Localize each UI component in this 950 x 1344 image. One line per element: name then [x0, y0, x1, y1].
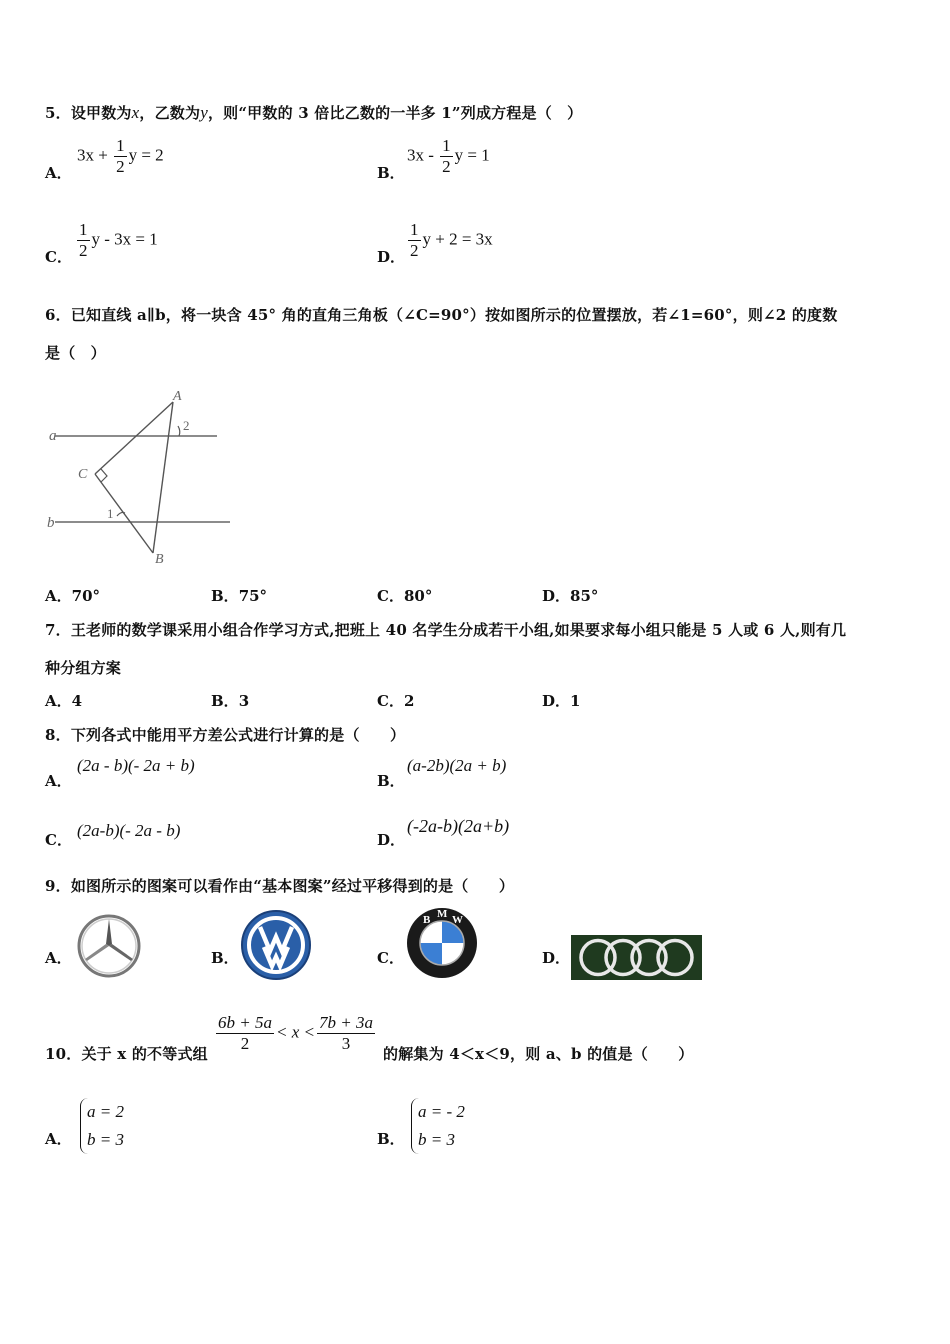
q10-b-line2: b = 3	[418, 1130, 455, 1149]
q7-d-value: 1	[570, 692, 581, 710]
right-angle-mark	[101, 469, 107, 482]
q6-option-d[interactable]	[542, 585, 598, 606]
question-6-stem-line1: 6．已知直线 a∥b，将一块含 45° 角的直角三角板（∠C=90°）按如图所示的位置摆放，若∠1=60°，则∠2 的度数	[45, 306, 838, 324]
q6-c-value: 80°	[403, 587, 433, 605]
angle-2-arc	[178, 426, 180, 436]
q8-option-b-label[interactable]: B．	[377, 772, 405, 790]
q5-mid-text: ，乙数为	[139, 104, 201, 122]
q6-option-c[interactable]	[377, 585, 432, 606]
q7-option-b[interactable]	[211, 690, 249, 711]
label-vertex-c: C	[78, 467, 88, 482]
q10-inequality	[214, 1013, 377, 1054]
q5-c-num: 1	[79, 220, 88, 239]
q6-d-label: D．	[542, 587, 571, 605]
q9-option-d-label[interactable]: D．	[542, 949, 571, 967]
label-b: b	[47, 515, 55, 531]
q10-left-num: 6b + 5a	[216, 1013, 274, 1034]
question-7-stem-line2: 种分组方案	[45, 659, 122, 677]
mercedes-logo-icon	[76, 913, 142, 979]
label-vertex-b: B	[155, 552, 164, 567]
q6-d-value: 85°	[570, 587, 599, 605]
q5-b-post: y = 1	[454, 145, 490, 165]
q6-b-label: B．	[211, 587, 239, 605]
q7-option-c[interactable]	[377, 690, 414, 711]
q8-option-c-expr: (2a-b)(- 2a - b)	[77, 821, 181, 840]
q10-right-den: 3	[341, 1034, 351, 1053]
q7-d-label: D．	[542, 692, 571, 710]
label-vertex-a: A	[173, 389, 182, 404]
bmw-letter-b: B	[423, 914, 431, 926]
q6-option-b[interactable]	[211, 585, 267, 606]
q5-a-num: 1	[116, 136, 125, 155]
q8-option-a-expr: (2a - b)(- 2a + b)	[77, 756, 195, 775]
q6-a-label: A．	[45, 587, 72, 605]
q5-b-num: 1	[442, 136, 451, 155]
q10-option-a-label[interactable]: A．	[45, 1130, 72, 1148]
triangle-side-ab	[153, 402, 173, 553]
q7-b-value: 3	[238, 692, 250, 710]
triangle-side-ac	[95, 402, 173, 474]
q5-stem-text: 5．设甲数为	[45, 104, 132, 122]
q7-option-d[interactable]	[542, 690, 580, 711]
q5-a-den: 2	[116, 157, 125, 176]
label-angle-2: 2	[183, 418, 190, 433]
q7-b-label: B．	[211, 692, 239, 710]
audi-logo-icon	[571, 935, 702, 980]
q5-tail-text: ，则“甲数的 3 倍比乙数的一半多 1”列成方程是（ ）	[207, 104, 583, 122]
q7-c-value: 2	[403, 692, 415, 710]
question-5-stem	[45, 102, 582, 123]
q10-option-a-system	[80, 1098, 124, 1154]
q10-b-line1: a = - 2	[418, 1102, 465, 1121]
q5-option-b-equation	[407, 136, 490, 177]
bmw-letter-m: M	[437, 908, 448, 920]
q8-option-a-label[interactable]: A．	[45, 772, 72, 790]
q10-a-line2: b = 3	[87, 1130, 124, 1149]
q5-option-d-label[interactable]: D．	[377, 248, 406, 266]
q10-right-num: 7b + 3a	[317, 1013, 375, 1034]
question-6-stem-line2: 是（ ）	[45, 344, 106, 362]
question-10-post: 的解集为 4＜x＜9，则 a、b 的值是（ ）	[383, 1045, 694, 1063]
q9-option-c-label[interactable]: C．	[377, 949, 404, 967]
q5-c-post: y - 3x = 1	[91, 229, 158, 249]
q5-option-c-label[interactable]: C．	[45, 248, 72, 266]
q7-c-label: C．	[377, 692, 404, 710]
question-9-stem: 9．如图所示的图案可以看作由“基本图案”经过平移得到的是（ ）	[45, 877, 515, 895]
q5-c-den: 2	[79, 241, 88, 260]
q5-option-c-equation	[75, 220, 158, 261]
q8-option-c-label[interactable]: C．	[45, 831, 72, 849]
q5-option-a-equation	[77, 136, 164, 177]
q10-a-line1: a = 2	[87, 1102, 124, 1121]
q5-option-b-label[interactable]: B．	[377, 164, 405, 182]
question-10-pre: 10．关于 x 的不等式组	[45, 1045, 208, 1063]
q5-var-x: x	[131, 103, 140, 122]
q8-option-d-label[interactable]: D．	[377, 831, 406, 849]
question-8-stem: 8．下列各式中能用平方差公式进行计算的是（ ）	[45, 726, 406, 744]
q5-option-a-label[interactable]: A．	[45, 164, 72, 182]
q6-a-value: 70°	[71, 587, 101, 605]
volkswagen-logo-icon	[240, 909, 312, 981]
q6-b-value: 75°	[238, 587, 268, 605]
q7-a-label: A．	[45, 692, 72, 710]
q5-b-pre: 3x -	[407, 145, 439, 165]
q5-option-d-equation	[406, 220, 493, 261]
q5-d-den: 2	[410, 241, 419, 260]
q5-b-den: 2	[442, 157, 451, 176]
q6-c-label: C．	[377, 587, 404, 605]
q5-a-pre: 3x +	[77, 145, 113, 165]
q7-option-a[interactable]	[45, 690, 82, 711]
q6-geometry-figure	[45, 385, 245, 570]
q8-option-b-expr: (a-2b)(2a + b)	[407, 756, 507, 775]
q5-var-y: y	[200, 103, 208, 122]
q10-option-b-label[interactable]: B．	[377, 1130, 405, 1148]
q6-option-a[interactable]	[45, 585, 100, 606]
q9-option-b-label[interactable]: B．	[211, 949, 239, 967]
q7-a-value: 4	[71, 692, 83, 710]
q5-d-num: 1	[410, 220, 419, 239]
q9-option-a-label[interactable]: A．	[45, 949, 72, 967]
q10-left-den: 2	[240, 1034, 250, 1053]
triangle-side-cb	[95, 474, 153, 553]
q5-a-post: y = 2	[128, 145, 164, 165]
q10-middle: < x <	[276, 1022, 315, 1042]
bmw-logo-icon	[405, 906, 479, 980]
label-angle-1: 1	[107, 506, 114, 521]
question-7-stem-line1: 7．王老师的数学课采用小组合作学习方式,把班上 40 名学生分成若干小组,如果要求每小组只能是 5 人或 6 人,则有几	[45, 621, 847, 639]
q10-option-b-system	[411, 1098, 465, 1154]
q5-d-post: y + 2 = 3x	[422, 229, 493, 249]
bmw-letter-w: W	[452, 914, 463, 926]
q8-option-d-expr: (-2a-b)(2a+b)	[407, 816, 510, 836]
label-a: a	[49, 428, 57, 444]
